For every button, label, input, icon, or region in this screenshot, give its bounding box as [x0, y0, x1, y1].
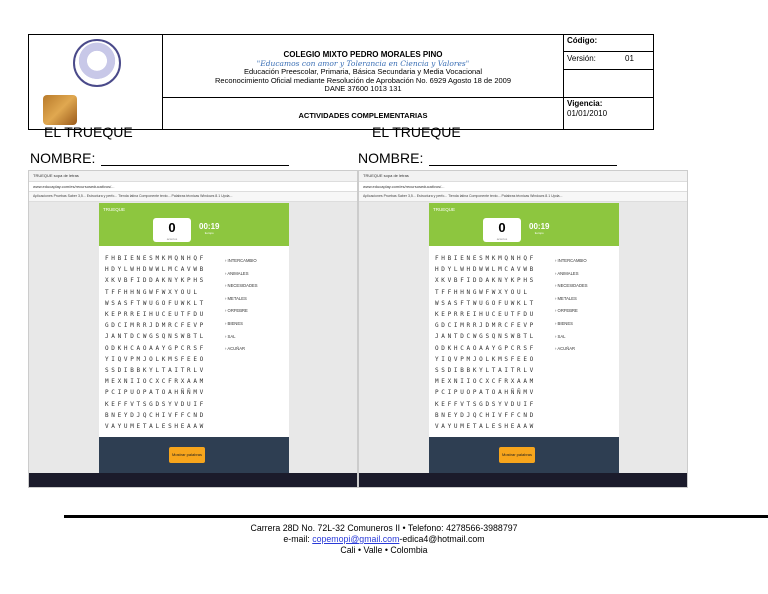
word-item: › ANIMALES [555, 270, 579, 276]
email-suffix: -edica4@hotmail.com [399, 534, 485, 544]
grid-row[interactable]: XKVBFIDDAKNYKPHS [105, 277, 206, 285]
header-divider [563, 51, 653, 52]
timer [199, 222, 219, 235]
word-item: › NECESIDADES [555, 283, 588, 289]
taskbar [29, 473, 357, 487]
score-panel [99, 216, 289, 246]
game-title: TRUEQUE [99, 203, 289, 216]
worksheet-title-right: EL TRUEQUE [372, 124, 461, 140]
grid-row[interactable]: JANTDCWGSQNSWBTL [105, 333, 206, 341]
game-title: TRUEQUE [429, 203, 619, 216]
header-divider [563, 35, 564, 129]
school-emblem-logo [43, 95, 77, 125]
taskbar [359, 473, 687, 487]
footer-city: Cali • Valle • Colombia [340, 545, 428, 555]
grid-row[interactable]: KEFFVTSGDSYVDUIF [435, 400, 536, 408]
grid-row[interactable]: HDYLWHDWWLMCAVWB [105, 266, 206, 274]
grid-row[interactable]: VAYUMETALESHEAAW [105, 423, 206, 431]
grid-row[interactable]: WSASFTWUGOFUWKLT [435, 299, 536, 307]
grid-row[interactable]: ODKHCAOAAYGPCRSF [105, 344, 206, 352]
game-screenshot-left [28, 170, 358, 488]
timer-value: 00:19 [199, 222, 220, 231]
grid-row[interactable]: YIQVPMJOLKMSFEEO [105, 355, 206, 363]
word-item: › METALES [225, 295, 247, 301]
school-name: COLEGIO MIXTO PEDRO MORALES PINO [283, 50, 443, 59]
word-item: › ANIMALES [225, 270, 249, 276]
document-header [28, 34, 654, 130]
grid-row[interactable]: PCIPUOPATOAHÑÑMV [435, 389, 536, 397]
footer [200, 523, 568, 556]
score-label: aciertos [166, 237, 178, 241]
name-field-left [30, 150, 289, 166]
score-value: 0 [168, 220, 176, 235]
letter-grid[interactable] [435, 253, 536, 432]
letter-grid[interactable] [105, 253, 206, 432]
word-item: › SAL [225, 333, 236, 339]
timer-label: tiempo [204, 231, 214, 235]
name-label: NOMBRE: [30, 150, 96, 166]
score-label: aciertos [496, 237, 508, 241]
game-footer [99, 437, 289, 475]
timer-value: 00:19 [529, 222, 550, 231]
grid-row[interactable]: WSASFTWUGOFUWKLT [105, 299, 206, 307]
bookmarks-bar: Aplicaciones Pruebas Saber 3,5... Estructura y perfo... Tienda latina Componente texto... Palabras técnicas Windows 8.1 Upda... [359, 192, 687, 202]
grid-row[interactable]: JANTDCWGSQNSWBTL [435, 333, 536, 341]
score-panel [429, 216, 619, 246]
browser-url: www.educaplay.com/es/recursoseducativos/... [359, 182, 687, 192]
grid-row[interactable]: SSDIBBKYLTAITRLV [435, 367, 536, 375]
browser-tab: TRUEQUE sopa de letras [29, 171, 357, 182]
version-label [567, 54, 596, 63]
header-divider [162, 97, 653, 98]
validity-value: 01/01/2010 [567, 109, 608, 118]
email-prefix: e-mail: [283, 534, 313, 544]
grid-row[interactable]: GDCIMRRJDMRCFEVP [105, 322, 206, 330]
header-divider [563, 69, 653, 70]
activity-title: ACTIVIDADES COMPLEMENTARIAS [298, 111, 428, 120]
grid-row[interactable]: SSDIBBKYLTAITRLV [105, 367, 206, 375]
word-item: › BIENES [555, 320, 573, 326]
grid-row[interactable]: BNEYDJQCHIVFFCND [435, 411, 536, 419]
school-dane: DANE 37600 1013 131 [324, 84, 402, 94]
grid-row[interactable]: FHBIENESMKMQNHQF [105, 255, 206, 262]
name-blank-line[interactable] [101, 153, 289, 166]
footer-address: Carrera 28D No. 72L-32 Comuneros II • Telefono: 4278566-3988797 [250, 523, 518, 533]
score-box [483, 218, 521, 242]
school-crest-logo [73, 39, 121, 87]
grid-row[interactable]: KEPRREIHUCEUTFDU [435, 311, 536, 319]
word-item: › ORFEBRE [225, 308, 248, 314]
bookmarks-bar: Aplicaciones Pruebas Saber 3,5... Estructura y perfo... Tienda latina Componente texto... Palabras técnicas Windows 8.1 Upda... [29, 192, 357, 202]
timer [529, 222, 549, 235]
grid-row[interactable]: ODKHCAOAAYGPCRSF [435, 344, 536, 352]
word-item: › SAL [555, 333, 566, 339]
game-footer [429, 437, 619, 475]
word-item: › ACUÑAR [225, 346, 246, 352]
footer-email [200, 534, 568, 545]
browser-url: www.educaplay.com/es/recursoseducativos/... [29, 182, 357, 192]
grid-row[interactable]: TFFHHNGWFWXYOUL [435, 288, 530, 296]
grid-row[interactable]: PCIPUOPATOAHÑÑMV [105, 389, 206, 397]
show-words-button[interactable]: Mostrar palabras [169, 447, 205, 463]
score-box [153, 218, 191, 242]
word-item: › INTERCAMBIO [555, 258, 587, 263]
grid-row[interactable]: HDYLWHDWWLMCAVWB [435, 266, 536, 274]
word-item: › INTERCAMBIO [225, 258, 257, 263]
grid-row[interactable]: YIQVPMJOLKMSFEEO [435, 355, 536, 363]
grid-row[interactable]: MEXNIIOCXCFRXAAM [435, 378, 536, 386]
word-item: › METALES [555, 295, 577, 301]
name-field-right [358, 150, 617, 166]
school-info [163, 51, 563, 94]
email-link[interactable]: copemopi@gmail.com [312, 534, 400, 544]
grid-row[interactable]: GDCIMRRJDMRCFEVP [435, 322, 536, 330]
validity-label: Vigencia: [567, 99, 603, 108]
show-words-button[interactable]: Mostrar palabras [499, 447, 535, 463]
code-label: Código: [567, 36, 598, 45]
word-search-game [99, 203, 289, 475]
word-item: › ORFEBRE [555, 308, 578, 314]
worksheet-title-left: EL TRUEQUE [44, 124, 133, 140]
grid-row[interactable]: KEFFVTSGDSYVDUIF [105, 400, 206, 408]
word-item: › NECESIDADES [225, 283, 258, 289]
timer-label: tiempo [534, 231, 544, 235]
version-value: 01 [625, 54, 634, 63]
grid-row[interactable]: TFFHHNGWFWXYOUL [105, 288, 200, 296]
school-motto: "Educamos con amor y Tolerancia en Ciencia y Valores" [256, 58, 470, 68]
browser-tab: TRUEQUE sopa de letras [359, 171, 687, 182]
grid-row[interactable]: FHBIENESMKMQNHQF [435, 255, 536, 262]
grid-row[interactable]: XKVBFIDDAKNYKPHS [435, 277, 536, 285]
grid-row[interactable]: BNEYDJQCHIVFFCND [105, 411, 206, 419]
school-levels: Educación Preescolar, Primaria, Básica Secundaria y Media Vocacional [243, 67, 483, 77]
grid-row[interactable]: VAYUMETALESHEAAW [435, 423, 536, 431]
word-item: › ACUÑAR [555, 346, 576, 352]
school-recognition: Reconocimiento Oficial mediante Resolución de Aprobación No. 6929 Agosto 18 de 2009 [214, 75, 512, 85]
word-search-game [429, 203, 619, 475]
name-label: NOMBRE: [358, 150, 424, 166]
grid-row[interactable]: KEPRREIHUCEUTFDU [105, 311, 206, 319]
footer-rule [64, 515, 768, 518]
version-label-text: Versión: [567, 54, 596, 63]
word-item: › BIENES [225, 320, 243, 326]
grid-row[interactable]: MEXNIIOCXCFRXAAM [105, 378, 206, 386]
word-list [555, 255, 588, 356]
game-screenshot-right [358, 170, 688, 488]
name-blank-line[interactable] [429, 153, 617, 166]
word-list [225, 255, 258, 356]
score-value: 0 [498, 220, 506, 235]
